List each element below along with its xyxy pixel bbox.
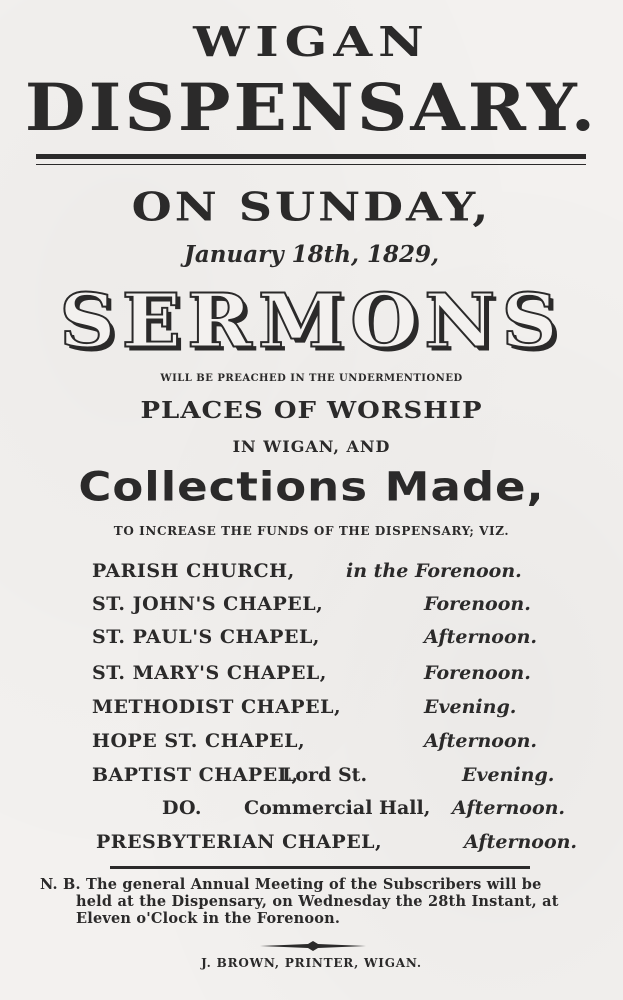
schedule-place: ST. JOHN'S CHAPEL, bbox=[92, 593, 324, 615]
schedule-place: ST. MARY'S CHAPEL, bbox=[92, 662, 327, 684]
title-wigan: WIGAN bbox=[193, 17, 430, 66]
bottom-rule bbox=[110, 866, 530, 869]
day-heading: ON SUNDAY, bbox=[131, 184, 492, 230]
schedule-time: in the Forenoon. bbox=[346, 560, 522, 582]
schedule-place: HOPE ST. CHAPEL, bbox=[92, 730, 306, 752]
schedule-place: BAPTIST CHAPEL, bbox=[92, 764, 299, 786]
schedule-time: Afternoon. bbox=[464, 831, 578, 853]
nb-line: Eleven o'Clock in the Forenoon. bbox=[76, 910, 341, 927]
schedule-place: PRESBYTERIAN CHAPEL, bbox=[96, 831, 383, 853]
schedule-time: Afternoon. bbox=[452, 797, 566, 819]
places-heading: PLACES OF WORSHIP bbox=[140, 397, 483, 425]
schedule-time: Evening. bbox=[462, 764, 555, 786]
schedule-time: Afternoon. bbox=[424, 730, 538, 752]
nb-line: N. B. The general Annual Meeting of the Subscribers will be bbox=[40, 876, 542, 893]
schedule-time: Forenoon. bbox=[424, 662, 531, 684]
top-rule bbox=[36, 154, 586, 159]
schedule-time: Evening. bbox=[424, 696, 517, 718]
collections-heading: Collections Made, bbox=[78, 462, 545, 511]
schedule-extra: Lord St. bbox=[282, 764, 368, 786]
sermons-heading: SERMONS bbox=[59, 278, 564, 365]
schedule-place: DO. bbox=[162, 797, 203, 819]
date-line: January 18th, 1829, bbox=[183, 241, 439, 268]
nb-line: held at the Dispensary, on Wednesday the 28th Instant, at bbox=[76, 893, 559, 910]
nb-notice bbox=[40, 876, 605, 927]
top-rule-thin bbox=[36, 164, 586, 165]
schedule-place: ST. PAUL'S CHAPEL, bbox=[92, 626, 320, 648]
in-wigan-line: IN WIGAN, AND bbox=[232, 437, 391, 456]
increase-line: TO INCREASE THE FUNDS OF THE DISPENSARY; VIZ. bbox=[113, 524, 510, 538]
schedule-place: METHODIST CHAPEL, bbox=[92, 696, 342, 718]
title-dispensary: DISPENSARY. bbox=[24, 69, 599, 146]
ornament-divider-icon bbox=[258, 940, 368, 952]
schedule-time: Forenoon. bbox=[424, 593, 531, 615]
schedule-time: Afternoon. bbox=[424, 626, 538, 648]
schedule-place: PARISH CHURCH, bbox=[92, 560, 295, 582]
printer-imprint: J. BROWN, PRINTER, WIGAN. bbox=[201, 956, 422, 970]
preached-line: WILL BE PREACHED IN THE UNDERMENTIONED bbox=[160, 373, 463, 384]
schedule-extra: Commercial Hall, bbox=[244, 797, 431, 819]
